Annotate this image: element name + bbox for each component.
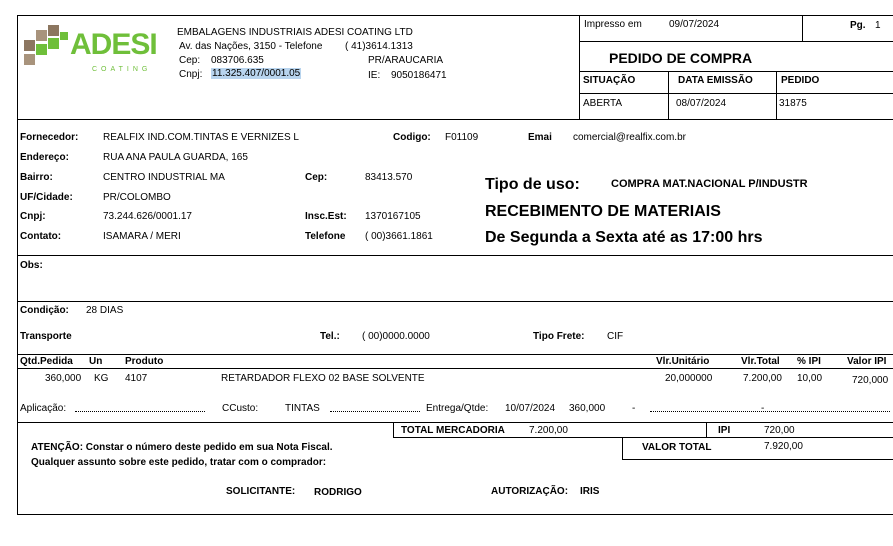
fornecedor-value: REALFIX IND.COM.TINTAS E VERNIZES L	[103, 132, 299, 143]
sep-items-top	[17, 354, 893, 355]
autorizacao-label: AUTORIZAÇÃO:	[491, 486, 569, 497]
contato-value: ISAMARA / MERI	[103, 231, 181, 242]
solicitante-label: SOLICITANTE:	[226, 486, 296, 497]
company-ie: 9050186471	[391, 70, 447, 81]
total-box-bottom	[622, 459, 893, 460]
tipo-uso-value: COMPRA MAT.NACIONAL P/INDUSTR	[611, 178, 808, 190]
issue-date-label: DATA EMISSÃO	[678, 75, 753, 86]
supplier-cnpj: 73.244.626/0001.17	[103, 211, 192, 222]
telefone-label: Telefone	[305, 231, 346, 242]
entrega-label: Entrega/Qtde:	[426, 403, 489, 414]
logo-text: ADESI	[70, 28, 157, 61]
dotted-aplicacao	[75, 411, 205, 412]
insc-value: 1370167105	[365, 211, 421, 222]
ccusto-value: TINTAS	[285, 403, 320, 414]
status-value: ABERTA	[583, 98, 623, 109]
hdr-line-3	[579, 93, 893, 94]
email-label: Emai	[528, 132, 552, 143]
totals-top	[393, 422, 893, 423]
page-number: 1	[875, 20, 881, 31]
condicao-value: 28 DIAS	[86, 305, 124, 316]
codigo-value: F01109	[445, 132, 479, 143]
logo-subtext: COATING	[92, 66, 152, 73]
entrega-date: 10/07/2024	[505, 403, 556, 414]
total-mercadoria-label: TOTAL MERCADORIA	[401, 425, 505, 436]
issue-date: 08/07/2024	[676, 98, 727, 109]
col-vlr-unit: Vlr.Unitário	[656, 356, 710, 367]
supplier-cnpj-label: Cnpj:	[20, 211, 46, 222]
company-logo	[22, 24, 178, 76]
totals-ipi-left	[706, 422, 707, 438]
fornecedor-label: Fornecedor:	[20, 132, 79, 143]
frame-left	[17, 15, 18, 514]
hdr-line-2	[579, 71, 893, 72]
valor-total-value: 7.920,00	[764, 441, 803, 452]
page-label: Pg.	[850, 20, 866, 31]
col-produto: Produto	[125, 356, 164, 367]
tel-label: Tel.:	[320, 331, 340, 342]
printed-label: Impresso em	[584, 19, 642, 30]
company-cep-label: Cep:	[179, 55, 201, 66]
hdr-vline-b	[776, 71, 777, 119]
frete-label: Tipo Frete:	[533, 331, 585, 342]
notice-line-1: ATENÇÃO: Constar o número deste pedido em sua Nota Fiscal.	[31, 442, 333, 453]
ccusto-label: CCusto:	[222, 403, 259, 414]
printed-date: 09/07/2024	[669, 19, 720, 30]
supplier-cep-label: Cep:	[305, 172, 328, 183]
item-qtd: 360,000	[45, 373, 82, 384]
tipo-uso-label: Tipo de uso:	[485, 176, 580, 193]
dotted-ccusto	[330, 411, 420, 412]
company-cnpj-label: Cnpj:	[179, 69, 203, 80]
solicitante-value: RODRIGO	[314, 487, 362, 498]
item-descricao: RETARDADOR FLEXO 02 BASE SOLVENTE	[221, 373, 425, 384]
sep-supplier-bottom	[17, 255, 893, 256]
entrega-dash-2: -	[761, 403, 765, 414]
frame-bottom	[17, 514, 893, 515]
insc-label: Insc.Est:	[305, 211, 347, 222]
supplier-cep: 83413.570	[365, 172, 413, 183]
bairro-label: Bairro:	[20, 172, 53, 183]
hdr-vline-a	[668, 71, 669, 119]
header-divider-vertical	[579, 15, 580, 119]
ipi-value: 720,00	[764, 425, 795, 436]
transporte-label: Transporte	[20, 331, 72, 342]
codigo-label: Codigo:	[393, 132, 431, 143]
valor-total-label: VALOR TOTAL	[642, 442, 712, 453]
company-name: EMBALAGENS INDUSTRIAIS ADESI COATING LTD	[177, 27, 413, 38]
horario-line: De Segunda a Sexta até as 17:00 hrs	[485, 229, 763, 246]
entrega-qtd: 360,000	[569, 403, 606, 414]
endereco-label: Endereço:	[20, 152, 69, 163]
endereco-value: RUA ANA PAULA GUARDA, 165	[103, 152, 248, 163]
document-title: PEDIDO DE COMPRA	[609, 50, 753, 66]
sep-obs-bottom	[17, 301, 893, 302]
totals-merc-bottom	[393, 437, 893, 438]
company-ie-label: IE:	[368, 70, 381, 81]
item-valor-ipi: 720,000	[852, 375, 889, 386]
item-pct-ipi: 10,00	[797, 373, 823, 384]
company-cnpj: 11.325.407/0001.05	[212, 68, 301, 79]
col-un: Un	[89, 356, 103, 367]
entrega-dash-1: -	[632, 403, 636, 414]
contato-label: Contato:	[20, 231, 62, 242]
ipi-label: IPI	[718, 425, 731, 436]
dotted-entrega	[650, 411, 890, 412]
email-value: comercial@realfix.com.br	[573, 132, 686, 143]
totals-left	[393, 422, 394, 438]
recebimento-line: RECEBIMENTO DE MATERIAIS	[485, 203, 721, 220]
hdr-vline-pg	[802, 15, 803, 42]
item-vlr-total: 7.200,00	[743, 373, 782, 384]
frete-value: CIF	[607, 331, 624, 342]
item-codigo: 4107	[125, 373, 148, 384]
total-box-left	[622, 437, 623, 459]
status-label: SITUAÇÃO	[583, 75, 636, 86]
item-vlr-unit: 20,000000	[665, 373, 713, 384]
col-vlr-total: Vlr.Total	[741, 356, 780, 367]
sep-items-head	[17, 368, 893, 369]
uf-label: UF/Cidade:	[20, 192, 73, 203]
hdr-line-1	[579, 41, 893, 42]
company-cep: 083706.635	[211, 55, 264, 66]
col-qtd: Qtd.Pedida	[20, 356, 73, 367]
uf-value: PR/COLOMBO	[103, 192, 171, 203]
order-number-label: PEDIDO	[781, 75, 820, 86]
aplicacao-label: Aplicação:	[20, 403, 67, 414]
frame-top	[17, 15, 893, 16]
col-valor-ipi: Valor IPI	[847, 356, 887, 367]
telefone-value: ( 00)3661.1861	[365, 231, 433, 242]
notice-line-2: Qualquer assunto sobre este pedido, tratar com o comprador:	[31, 457, 327, 468]
header-bottom	[17, 119, 893, 120]
company-city: PR/ARAUCARIA	[368, 55, 444, 66]
company-address: Av. das Nações, 3150 - Telefone	[179, 41, 323, 52]
total-mercadoria-value: 7.200,00	[529, 425, 568, 436]
col-pct-ipi: % IPI	[797, 356, 821, 367]
item-un: KG	[94, 373, 109, 384]
condicao-label: Condição:	[20, 305, 69, 316]
order-number: 31875	[779, 98, 807, 109]
tel-value: ( 00)0000.0000	[362, 331, 430, 342]
bairro-value: CENTRO INDUSTRIAL MA	[103, 172, 225, 183]
company-phone: ( 41)3614.1313	[345, 41, 413, 52]
autorizacao-value: IRIS	[580, 486, 600, 497]
obs-label: Obs:	[20, 260, 43, 271]
